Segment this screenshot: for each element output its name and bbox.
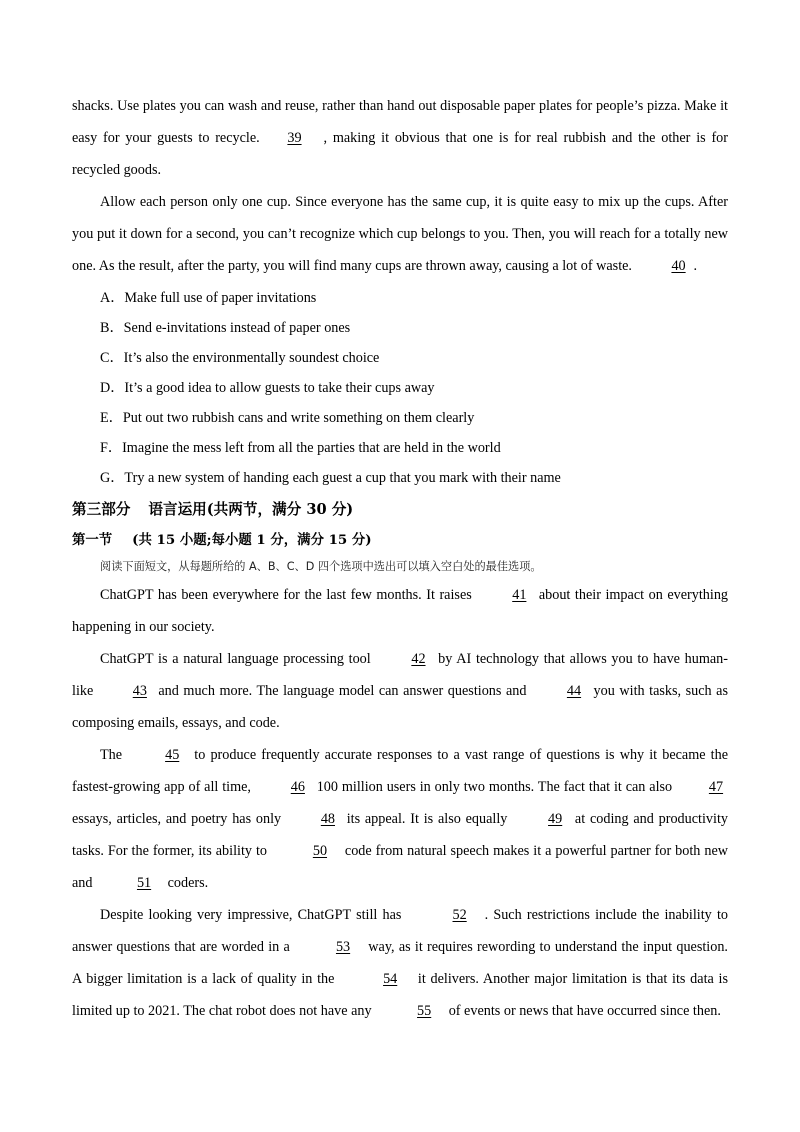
passage1-paragraph-1: shacks. Use plates you can wash and reuse, rather than hand out disposable paper plates for people’s pizza. Make it easy for your guests to recycle. 39 , making it obvious that one is for real rubbish and the other is for recycled goods. [72, 98, 728, 178]
option-f: F．Imagine the mess left from all the parties that are held in the world [100, 440, 501, 456]
option-c: C．It’s also the environmentally soundest choice [100, 350, 380, 366]
option-e: E．Put out two rubbish cans and write something on them clearly [100, 410, 475, 426]
blank-39: 39 [287, 130, 302, 146]
option-a: A．Make full use of paper invitations [100, 290, 317, 306]
passage2-paragraph-3: The 45 to produce frequently accurate responses to a vast range of questions is why it became the fastest-growing app of all time, 46 100 million users in only two months. The fact that it can also 47 essays, articles, and poetry has only 48 its appeal. It is also equally 49 at coding and productivity tasks. For the former, its ability to 50 code from natural speech makes it a powerful partner for both new and 51 coders. [72, 739, 728, 899]
subsection-heading: 第一节 (共 15 小题;每小题 1 分，满分 15 分) [72, 532, 372, 548]
blank-41: 41 [512, 587, 527, 603]
blank-52: 52 [452, 907, 467, 923]
blank-43: 43 [132, 683, 147, 699]
option-g: G．Try a new system of handing each guest a cup that you mark with their name [100, 470, 561, 486]
blank-42: 42 [411, 651, 426, 667]
blank-40: 40 [671, 258, 686, 274]
option-b: B．Send e-invitations instead of paper ones [100, 320, 351, 336]
blank-48: 48 [320, 811, 335, 827]
passage2-paragraph-4: Despite looking very impressive, ChatGPT still has 52 . Such restrictions include the inability to answer questions that are worded in a 53 way, as it requires rewording to understand the input question. A bigger limitation is a lack of quality in the 54 it delivers. Another major limitation is that its data is limited up to 2021. The chat robot does not have any 55 of events or news that have occurred since then. [72, 899, 728, 1027]
blank-47: 47 [708, 779, 724, 795]
option-d: D．It’s a good idea to allow guests to take their cups away [100, 380, 435, 396]
section-heading: 第三部分 语言运用(共两节，满分 30 分) [72, 501, 354, 518]
blank-46: 46 [290, 779, 305, 795]
options-list [72, 283, 728, 493]
passage2-paragraph-2: ChatGPT is a natural language processing tool 42 by AI technology that allows you to have human-like 43 and much more. The language model can answer questions and 44 you with tasks, such as composing emails, essays, and code. [72, 643, 728, 739]
blank-49: 49 [548, 811, 563, 827]
blank-55: 55 [417, 1003, 432, 1019]
passage1-paragraph-2: Allow each person only one cup. Since everyone has the same cup, it is quite easy to mix up the cups. After you put it down for a second, you can’t recognize which cup belongs to you. Then, you will reach for a totally new one. As the result, after the party, you will find many cups are thrown away, causing a lot of waste. 40 . [72, 186, 728, 282]
blank-54: 54 [383, 971, 398, 987]
exam-page [72, 90, 728, 1027]
passage2-paragraph-1: ChatGPT has been everywhere for the last few months. It raises 41 about their impact on everything happening in our society. [72, 579, 728, 643]
blank-44: 44 [566, 683, 582, 699]
blank-45: 45 [165, 747, 180, 763]
blank-51: 51 [136, 875, 152, 891]
instruction-text: 阅读下面短文，从每题所给的 A、B、C、D 四个选项中选出可以填入空白处的最佳选项。 [100, 560, 542, 573]
blank-53: 53 [335, 939, 351, 955]
blank-50: 50 [312, 843, 328, 859]
